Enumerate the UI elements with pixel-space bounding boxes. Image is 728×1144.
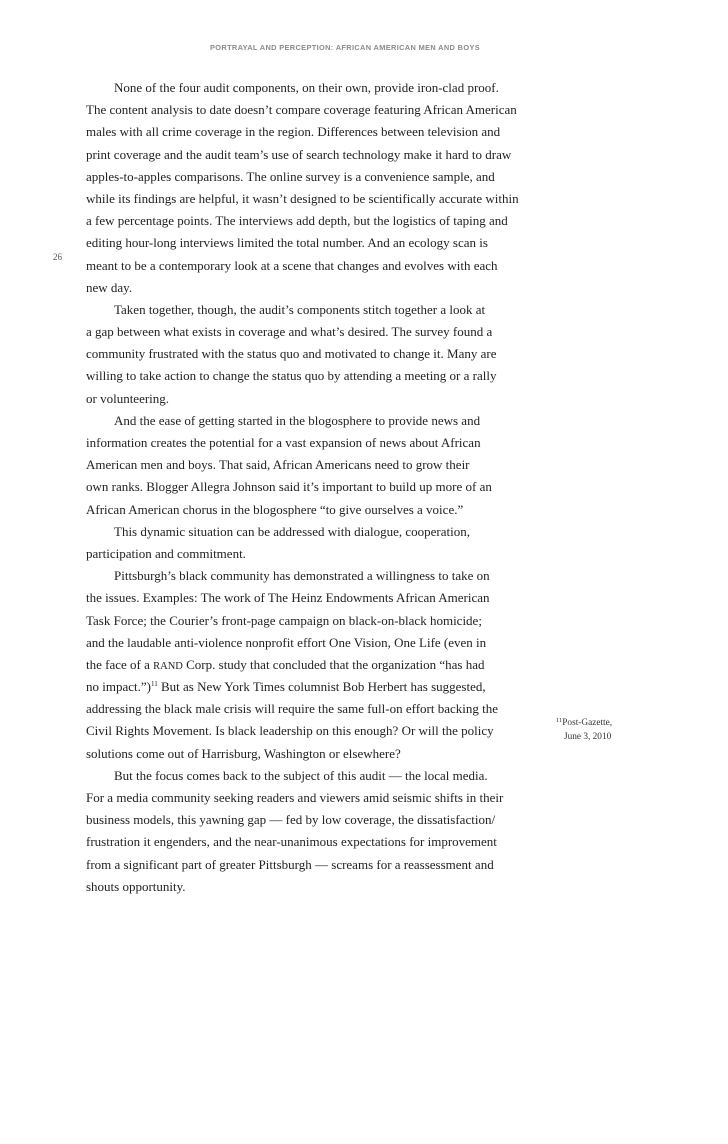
text-line: and the laudable anti-violence nonprofit effort One Vision, One Life (even in	[86, 634, 487, 650]
text-span: no impact.”)	[86, 679, 151, 695]
text-line: But the focus comes back to the subject of this audit — the local media.	[114, 767, 488, 783]
sidenote	[556, 716, 666, 744]
text-line: frustration it engenders, and the near-unanimous expectations for improvement	[86, 834, 497, 850]
body-text	[86, 77, 548, 898]
text-line: willing to take action to change the status quo by attending a meeting or a rally	[86, 368, 497, 384]
text-line: Civil Rights Movement. Is black leadership on this enough? Or will the policy	[86, 723, 494, 739]
text-line: new day.	[86, 279, 133, 295]
text-line: Pittsburgh’s black community has demonstrated a willingness to take on	[114, 568, 490, 584]
text-span: the face of a	[86, 656, 154, 672]
text-line	[86, 654, 548, 676]
text-line: from a significant part of greater Pittsburgh — screams for a reassessment and	[86, 856, 494, 872]
text-line: Task Force; the Courier’s front-page campaign on black-on-black homicide;	[86, 612, 482, 628]
footnote-ref: 11	[150, 680, 158, 689]
text-line: None of the four audit components, on their own, provide iron-clad proof.	[114, 80, 499, 95]
text-line: This dynamic situation can be addressed with dialogue, cooperation,	[114, 523, 470, 539]
text-line: the issues. Examples: The work of The Heinz Endowments African American	[86, 590, 490, 606]
text-line: meant to be a contemporary look at a scene that changes and evolves with each	[86, 257, 498, 273]
sidenote-date: June 3, 2010	[564, 732, 612, 742]
text-line	[86, 676, 548, 698]
text-line: business models, this yawning gap — fed by low coverage, the dissatisfaction/	[86, 812, 496, 828]
text-line: American men and boys. That said, African Americans need to grow their	[86, 457, 470, 473]
sidenote-number: 11	[556, 717, 563, 724]
text-line: apples-to-apples comparisons. The online survey is a convenience sample, and	[86, 168, 495, 184]
text-line: or volunteering.	[86, 390, 170, 406]
text-line: own ranks. Blogger Allegra Johnson said it’s important to build up more of an	[86, 479, 492, 495]
text-span: Corp. study that concluded that the organization “has had	[182, 656, 485, 672]
rand-acronym: RAND	[153, 660, 183, 672]
text-line: solutions come out of Harrisburg, Washington or elsewhere?	[86, 745, 401, 761]
text-line: shouts opportunity.	[86, 878, 186, 894]
text-line: while its findings are helpful, it wasn’t designed to be scientifically accurate within	[86, 190, 519, 206]
text-line: information creates the potential for a vast expansion of news about African	[86, 435, 481, 450]
text-line: a few percentage points. The interviews add depth, but the logistics of taping and	[86, 213, 508, 229]
text-line: community frustrated with the status quo and motivated to change it. Many are	[86, 346, 497, 362]
text-line: a gap between what exists in coverage and what’s desired. The survey found a	[86, 324, 493, 340]
text-line: And the ease of getting started in the blogosphere to provide news and	[114, 412, 481, 428]
text-line: males with all crime coverage in the region. Differences between television and	[86, 124, 501, 140]
text-line: participation and commitment.	[86, 545, 246, 561]
text-line: For a media community seeking readers and viewers amid seismic shifts in their	[86, 790, 504, 805]
text-line: The content analysis to date doesn’t compare coverage featuring African American	[86, 102, 517, 118]
text-span: But as New York Times columnist Bob Herbert has suggested,	[157, 679, 486, 695]
text-line: Taken together, though, the audit’s components stitch together a look at	[114, 301, 486, 317]
text-line: African American chorus in the blogosphere “to give ourselves a voice.”	[86, 501, 464, 517]
sidenote-source: Post-Gazette,	[562, 718, 613, 728]
text-line: addressing the black male crisis will require the same full-on effort backing the	[86, 701, 499, 717]
text-line: editing hour-long interviews limited the total number. And an ecology scan is	[86, 235, 488, 251]
running-header: PORTRAYAL AND PERCEPTION: AFRICAN AMERICAN MEN AND BOYS	[210, 43, 480, 52]
page-number: 26	[53, 252, 62, 262]
text-line: print coverage and the audit team’s use of search technology make it hard to draw	[86, 146, 512, 162]
